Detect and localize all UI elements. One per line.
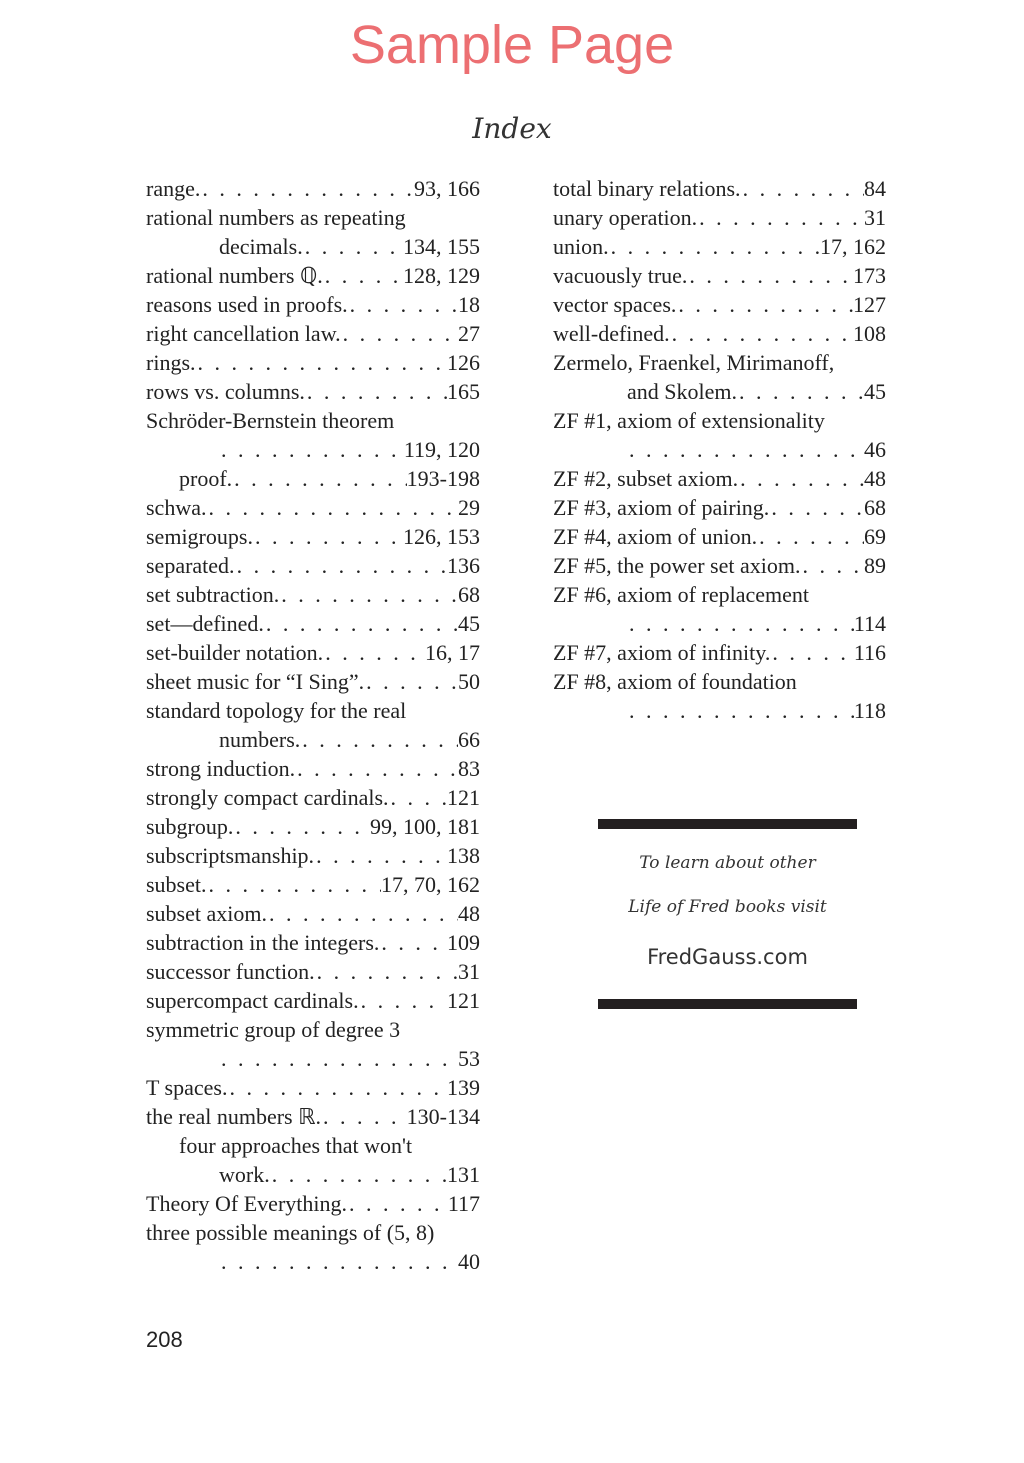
index-entry [553, 319, 886, 348]
index-entry-pages: 128, 129 [403, 263, 480, 288]
dot-leader [770, 638, 853, 667]
index-entry-pages: 139 [447, 1075, 480, 1100]
index-entry [553, 348, 886, 377]
index-entry [146, 1247, 480, 1276]
index-entry [146, 1218, 480, 1247]
index-entry-pages: 31 [458, 959, 480, 984]
dot-leader [219, 1247, 458, 1276]
index-entry-pages: 27 [458, 321, 480, 346]
dot-leader [303, 232, 403, 261]
index-entry-pages: 130-134 [406, 1104, 480, 1129]
dot-leader [227, 1073, 447, 1102]
index-entry-term: set—defined. [146, 611, 264, 636]
index-entry [553, 609, 886, 638]
index-entry-term: set subtraction. [146, 582, 280, 607]
index-entry-pages: 114 [853, 611, 886, 636]
index-entry-pages: 121 [447, 988, 480, 1013]
index-entry-term: reasons used in proofs. [146, 292, 348, 317]
dot-leader [207, 870, 382, 899]
index-entry [553, 696, 886, 725]
dot-leader [323, 261, 403, 290]
index-entry-pages: 126, 153 [403, 524, 480, 549]
dot-leader [406, 203, 480, 232]
promo-box [598, 819, 857, 1009]
dot-leader [315, 957, 458, 986]
index-entry-pages: 18 [458, 292, 480, 317]
index-entry [146, 1044, 480, 1073]
index-entry [146, 493, 480, 522]
index-entry-term: standard topology for the real [146, 698, 407, 723]
index-entry-pages: 89 [864, 553, 886, 578]
index-entry [146, 261, 480, 290]
index-entry [146, 725, 480, 754]
index-entry-term: subgroup. [146, 814, 234, 839]
promo-bottom-rule [598, 999, 857, 1009]
dot-leader [434, 1218, 480, 1247]
dot-leader [406, 696, 480, 725]
dot-leader [697, 203, 864, 232]
page-number: 208 [146, 1327, 183, 1352]
index-entry-pages: 53 [458, 1046, 480, 1071]
index-entry [553, 667, 886, 696]
index-entry-pages: 127 [853, 292, 886, 317]
promo-line-2: Life of Fred books visit [628, 897, 827, 917]
index-entry-pages: 84 [864, 176, 886, 201]
dot-leader [737, 377, 864, 406]
dot-leader [348, 290, 458, 319]
index-entry-pages: 99, 100, 181 [370, 814, 480, 839]
index-entry [146, 870, 480, 899]
dot-leader [206, 493, 458, 522]
index-entry-pages: 50 [458, 669, 480, 694]
index-entry-pages: 46 [864, 437, 886, 462]
index-entry-term: four approaches that won't [179, 1133, 413, 1158]
dot-leader [219, 1044, 458, 1073]
dot-leader [279, 580, 458, 609]
dot-leader [232, 464, 407, 493]
index-entry-pages: 165 [447, 379, 480, 404]
index-entry [146, 783, 480, 812]
index-entry-pages: 45 [864, 379, 886, 404]
index-entry-term: ZF #7, axiom of infinity. [553, 640, 771, 665]
index-entry [146, 754, 480, 783]
index-entry [553, 290, 886, 319]
index-column-left [146, 174, 480, 1276]
index-entry-term: successor function. [146, 959, 315, 984]
index-entry-term: decimals. [219, 234, 303, 259]
index-entry-term: total binary relations. [553, 176, 741, 201]
index-entry-pages: 131 [447, 1162, 480, 1187]
dot-leader [627, 609, 854, 638]
dot-leader [757, 522, 864, 551]
index-entry-term: unary operation. [553, 205, 698, 230]
index-entry-term: strongly compact cardinals. [146, 785, 389, 810]
index-entry-pages: 17, 70, 162 [381, 872, 480, 897]
index-entry-pages: 45 [458, 611, 480, 636]
promo-website[interactable]: FredGauss.com [647, 945, 808, 969]
dot-leader [800, 551, 864, 580]
index-entry-pages: 108 [853, 321, 886, 346]
dot-leader [834, 348, 886, 377]
index-entry [146, 377, 480, 406]
index-entry [146, 609, 480, 638]
dot-leader [305, 377, 447, 406]
index-entry-pages: 134, 155 [403, 234, 480, 259]
dot-leader [400, 1015, 480, 1044]
dot-leader [341, 319, 458, 348]
index-entry [553, 261, 886, 290]
dot-leader [741, 174, 864, 203]
index-entry-term: ZF #1, axiom of extensionality [553, 408, 825, 433]
dot-leader [394, 406, 480, 435]
index-entry [553, 435, 886, 464]
index-entry-term: ZF #2, subset axiom. [553, 466, 739, 491]
index-entry-pages: 66 [458, 727, 480, 752]
dot-leader [609, 232, 820, 261]
index-entry [553, 493, 886, 522]
index-entry-term: Zermelo, Fraenkel, Mirimanoff, [553, 350, 835, 375]
index-entry [553, 406, 886, 435]
index-entry [553, 203, 886, 232]
dot-leader [264, 609, 458, 638]
index-entry-pages: 173 [853, 263, 886, 288]
index-entry-term: semigroups. [146, 524, 253, 549]
dot-leader [359, 986, 447, 1015]
dot-leader [295, 754, 458, 783]
index-entry-term: Theory Of Everything. [146, 1191, 347, 1216]
index-entry-term: well-defined. [553, 321, 670, 346]
index-entry-pages: 48 [864, 466, 886, 491]
index-entry-term: numbers. [219, 727, 301, 752]
promo-line-1: To learn about other [639, 853, 816, 873]
index-entry-pages: 93, 166 [414, 176, 480, 201]
index-entry-term: union. [553, 234, 609, 259]
dot-leader [627, 696, 854, 725]
index-entry [146, 1015, 480, 1044]
dot-leader [219, 435, 404, 464]
sample-page-watermark: Sample Page [349, 15, 675, 75]
dot-leader [200, 174, 414, 203]
index-entry [553, 232, 886, 261]
index-entry-pages: 68 [864, 495, 886, 520]
index-entry-pages: 31 [864, 205, 886, 230]
index-entry [553, 551, 886, 580]
index-entry-term: range. [146, 176, 201, 201]
index-entry-term: vacuously true. [553, 263, 688, 288]
dot-leader [233, 812, 370, 841]
index-entry [146, 406, 480, 435]
index-entry-term: the real numbers ℝ. [146, 1104, 322, 1129]
dot-leader [321, 1102, 407, 1131]
index-entry-term: subtraction in the integers. [146, 930, 380, 955]
index-entry [146, 203, 480, 232]
dot-leader [412, 1131, 480, 1160]
index-entry-term: proof. [179, 466, 233, 491]
index-entry [146, 841, 480, 870]
index-entry-term: rational numbers ℚ. [146, 263, 323, 288]
index-column-right [553, 174, 886, 725]
index-entry-term: rows vs. columns. [146, 379, 305, 404]
index-entry [146, 522, 480, 551]
index-entry [146, 899, 480, 928]
index-entry-pages: 29 [458, 495, 480, 520]
index-entry [146, 812, 480, 841]
index-entry-term: rings. [146, 350, 196, 375]
dot-leader [738, 464, 864, 493]
index-entry-pages: 68 [458, 582, 480, 607]
index-entry [146, 1131, 480, 1160]
index-entry-term: ZF #4, axiom of union. [553, 524, 758, 549]
dot-leader [314, 841, 447, 870]
dot-leader [364, 667, 458, 696]
dot-leader [253, 522, 403, 551]
index-entry-term: strong induction. [146, 756, 296, 781]
index-entry [146, 957, 480, 986]
dot-leader [196, 348, 448, 377]
dot-leader [627, 435, 864, 464]
index-entry-pages: 136 [447, 553, 480, 578]
dot-leader [300, 725, 458, 754]
index-entry-term: subset. [146, 872, 207, 897]
index-entry [146, 319, 480, 348]
dot-leader [379, 928, 447, 957]
index-entry [146, 464, 480, 493]
index-entry-term: rational numbers as repeating [146, 205, 406, 230]
index-entry [146, 174, 480, 203]
dot-leader [825, 406, 886, 435]
index-entry-pages: 118 [853, 698, 886, 723]
index-entry [553, 580, 886, 609]
index-entry [146, 638, 480, 667]
index-entry-pages: 69 [864, 524, 886, 549]
dot-leader [676, 290, 853, 319]
index-entry [146, 696, 480, 725]
index-entry-term: symmetric group of degree 3 [146, 1017, 401, 1042]
index-entry-pages: 17, 162 [820, 234, 886, 259]
dot-leader [797, 667, 886, 696]
index-entry-term: supercompact cardinals. [146, 988, 359, 1013]
index-entry [146, 1073, 480, 1102]
index-entry-term: work. [219, 1162, 270, 1187]
index-entry [146, 1189, 480, 1218]
index-entry [146, 667, 480, 696]
index-entry [146, 1160, 480, 1189]
index-entry [146, 986, 480, 1015]
index-entry-pages: 116 [853, 640, 886, 665]
index-entry-term: ZF #6, axiom of replacement [553, 582, 809, 607]
index-entry [553, 174, 886, 203]
index-entry-term: three possible meanings of (5, 8) [146, 1220, 435, 1245]
index-entry-term: vector spaces. [553, 292, 677, 317]
index-entry-term: set-builder notation. [146, 640, 324, 665]
index-entry-term: ZF #8, axiom of foundation [553, 669, 797, 694]
index-entry [553, 638, 886, 667]
index-entry-pages: 16, 17 [425, 640, 480, 665]
dot-leader [235, 551, 447, 580]
index-entry-term: Schröder-Bernstein theorem [146, 408, 395, 433]
dot-leader [323, 638, 425, 667]
dot-leader [347, 1189, 448, 1218]
index-entry-pages: 119, 120 [403, 437, 480, 462]
index-entry-pages: 48 [458, 901, 480, 926]
dot-leader [670, 319, 853, 348]
index-entry-pages: 109 [447, 930, 480, 955]
index-entry-term: and Skolem. [627, 379, 737, 404]
index-entry [146, 551, 480, 580]
dot-leader [687, 261, 853, 290]
dot-leader [270, 1160, 447, 1189]
index-entry-pages: 138 [447, 843, 480, 868]
index-entry [146, 232, 480, 261]
dot-leader [809, 580, 886, 609]
index-entry-pages: 126 [447, 350, 480, 375]
index-entry-pages: 121 [447, 785, 480, 810]
index-entry-term: right cancellation law. [146, 321, 341, 346]
index-entry [553, 522, 886, 551]
index-entry [146, 928, 480, 957]
promo-top-rule [598, 819, 857, 829]
index-entry [146, 348, 480, 377]
index-entry [146, 580, 480, 609]
index-entry-term: separated. [146, 553, 235, 578]
index-entry-pages: 40 [458, 1249, 480, 1274]
dot-leader [769, 493, 864, 522]
index-entry-term: ZF #5, the power set axiom. [553, 553, 801, 578]
index-entry [146, 435, 480, 464]
index-entry-term: subscriptsmanship. [146, 843, 315, 868]
dot-leader [389, 783, 447, 812]
index-entry-pages: 117 [447, 1191, 480, 1216]
index-entry [146, 290, 480, 319]
index-entry-term: subset axiom. [146, 901, 267, 926]
index-entry-term: sheet music for “I Sing”. [146, 669, 365, 694]
index-entry-pages: 193-198 [406, 466, 480, 491]
index-entry-pages: 83 [458, 756, 480, 781]
index-entry-term: T spaces. [146, 1075, 228, 1100]
index-entry-term: ZF #3, axiom of pairing. [553, 495, 770, 520]
index-heading: Index [472, 112, 552, 145]
index-entry [146, 1102, 480, 1131]
index-entry [553, 464, 886, 493]
index-entry [553, 377, 886, 406]
dot-leader [267, 899, 458, 928]
index-entry-term: schwa. [146, 495, 207, 520]
